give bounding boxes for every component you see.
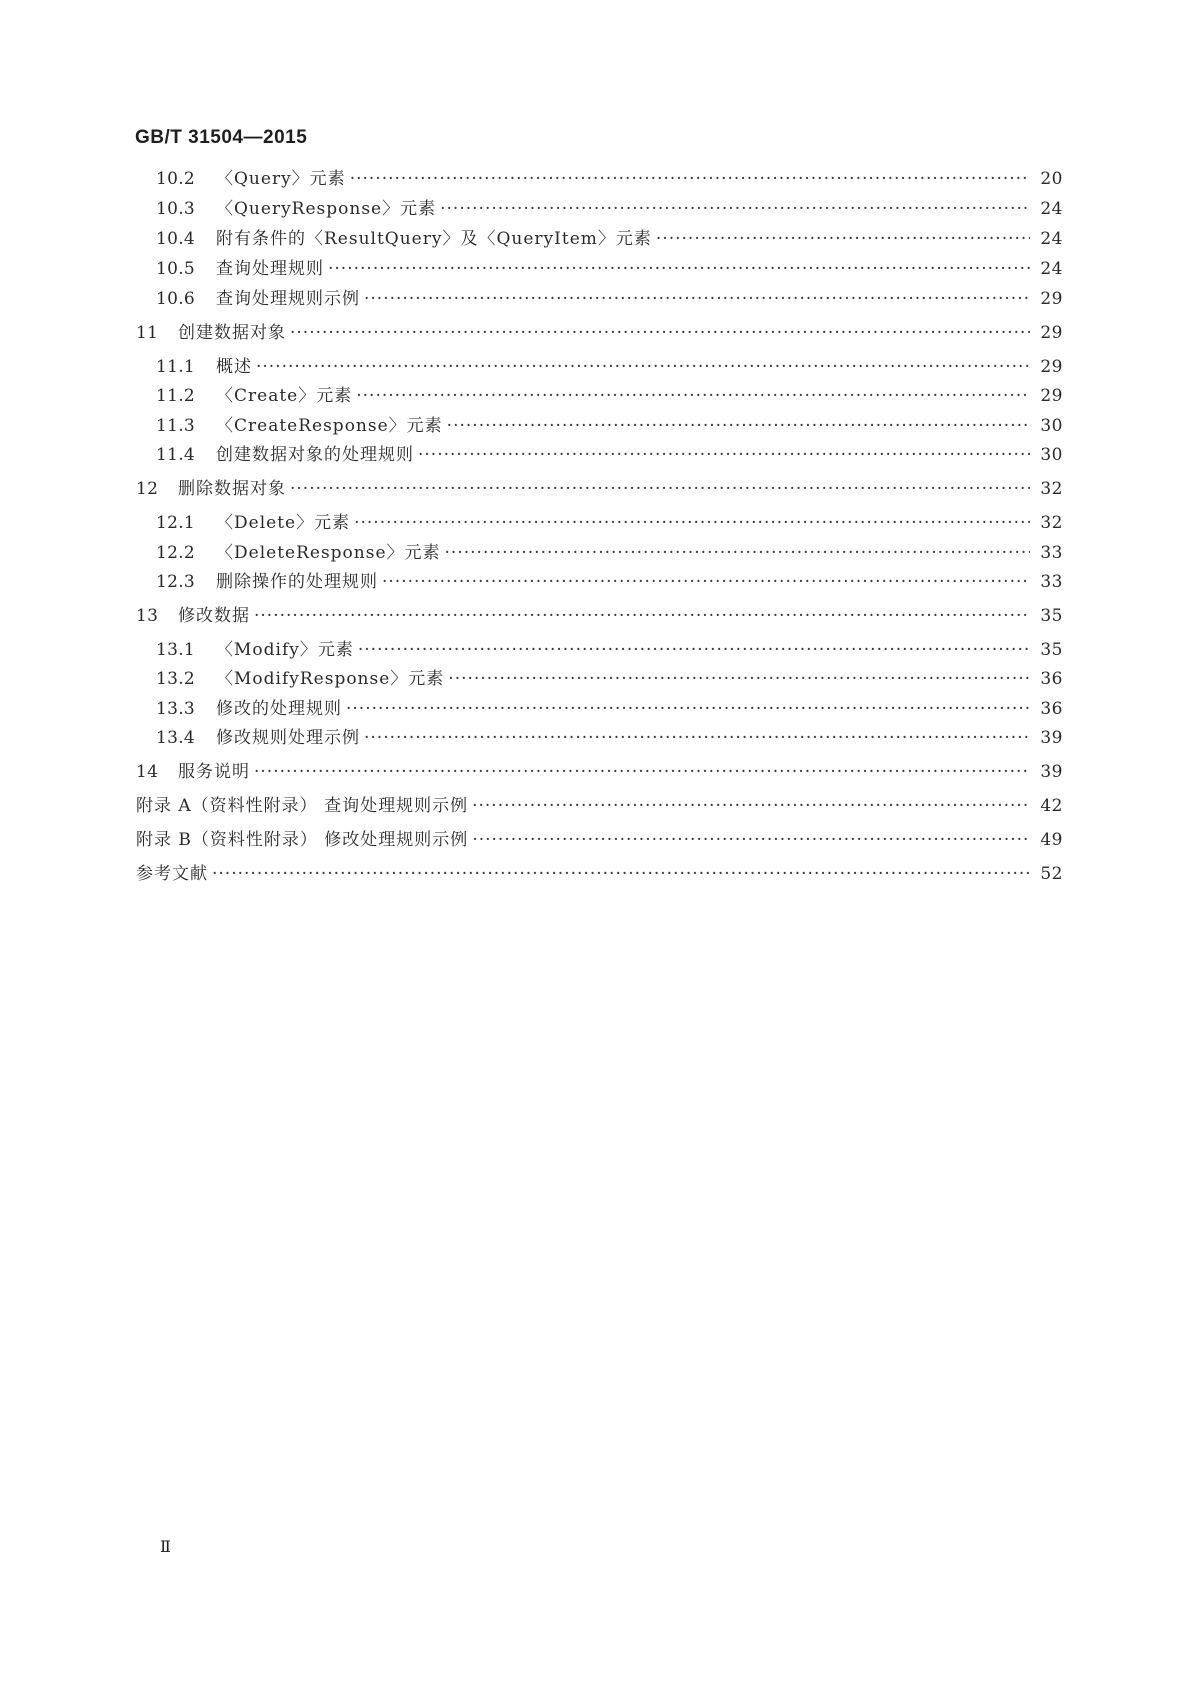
toc-entry-11-3[interactable]	[156, 415, 1063, 437]
toc-entry-title: 〈Delete〉元素	[216, 513, 351, 533]
toc-entry-title: 修改的处理规则	[216, 699, 342, 719]
toc-entry-13[interactable]	[136, 605, 1063, 627]
toc-leader-dots	[447, 415, 1031, 437]
toc-entry-title: 〈CreateResponse〉元素	[216, 416, 443, 436]
toc-entry-number: 14	[136, 762, 159, 782]
toc-entry-number: 11.4	[156, 445, 196, 465]
toc-entry-13-3[interactable]	[156, 698, 1063, 720]
toc-entry-page: 35	[1040, 640, 1063, 660]
toc-entry-number: 13.1	[156, 640, 196, 660]
toc-leader-dots	[358, 639, 1031, 661]
toc-entry-12-1[interactable]	[156, 512, 1063, 534]
toc-leader-dots	[328, 258, 1030, 280]
toc-entry-11[interactable]	[136, 322, 1063, 344]
toc-entry-title: 〈Modify〉元素	[216, 640, 354, 660]
toc-entry-number: 11.3	[156, 416, 196, 436]
toc-entry-title: 查询处理规则	[216, 259, 324, 279]
toc-leader-dots	[418, 444, 1030, 466]
toc-entry-number: 12.2	[156, 543, 196, 563]
toc-entry-13-4[interactable]	[156, 727, 1063, 749]
toc-entry-number: 10.6	[156, 289, 196, 309]
toc-entry-number: 11	[136, 323, 159, 343]
toc-entry-page: 29	[1040, 386, 1063, 406]
toc-leader-dots	[382, 571, 1030, 593]
toc-leader-dots	[290, 322, 1030, 344]
toc-entry-page: 35	[1040, 606, 1063, 626]
toc-entry-title: 附有条件的〈ResultQuery〉及〈QueryItem〉元素	[216, 229, 652, 249]
toc-entry-13-2[interactable]	[156, 668, 1063, 690]
toc-leader-dots	[346, 698, 1030, 720]
toc-entry-10-2[interactable]	[156, 168, 1063, 190]
toc-entry-number: 10.4	[156, 229, 196, 249]
toc-entry-page: 20	[1040, 169, 1063, 189]
toc-leader-dots	[440, 198, 1030, 220]
toc-entry-page: 36	[1040, 669, 1063, 689]
toc-leader-dots	[350, 168, 1031, 190]
toc-entry-page: 30	[1040, 445, 1063, 465]
toc-entry-number: 12.1	[156, 513, 196, 533]
toc-entry-page: 32	[1040, 479, 1063, 499]
toc-entry-page: 39	[1040, 762, 1063, 782]
toc-entry-number: 13.4	[156, 728, 196, 748]
toc-entry-title: 修改数据	[178, 606, 250, 626]
toc-entry-references[interactable]	[136, 863, 1063, 885]
toc-entry-page: 30	[1040, 416, 1063, 436]
toc-entry-12[interactable]	[136, 478, 1063, 500]
toc-entry-title: 创建数据对象的处理规则	[216, 445, 414, 465]
toc-entry-10-5[interactable]	[156, 258, 1063, 280]
toc-leader-dots	[290, 478, 1030, 500]
toc-entry-title: 〈QueryResponse〉元素	[216, 199, 437, 219]
toc-leader-dots	[356, 385, 1030, 407]
toc-entry-title: 〈DeleteResponse〉元素	[216, 543, 441, 563]
toc-leader-dots	[472, 829, 1030, 851]
toc-leader-dots	[364, 727, 1030, 749]
toc-entry-number: 13.3	[156, 699, 196, 719]
toc-entry-12-3[interactable]	[156, 571, 1063, 593]
toc-entry-page: 33	[1040, 572, 1063, 592]
toc-entry-number: 11.2	[156, 386, 196, 406]
toc-entry-title: 附录 B（资料性附录） 修改处理规则示例	[136, 830, 469, 850]
toc-entry-page: 36	[1040, 699, 1063, 719]
toc-entry-page: 39	[1040, 728, 1063, 748]
toc-leader-dots	[212, 863, 1030, 885]
toc-entry-10-6[interactable]	[156, 288, 1063, 310]
toc-entry-number: 10.2	[156, 169, 196, 189]
toc-entry-13-1[interactable]	[156, 639, 1063, 661]
toc-leader-dots	[448, 668, 1030, 690]
toc-entry-title: 〈ModifyResponse〉元素	[216, 669, 445, 689]
toc-entry-number: 12.3	[156, 572, 196, 592]
toc-entry-title: 概述	[216, 357, 252, 377]
toc-leader-dots	[256, 356, 1030, 378]
toc-entry-page: 32	[1040, 513, 1063, 533]
toc-entry-title: 服务说明	[178, 762, 250, 782]
toc-entry-appendix-a[interactable]	[136, 795, 1063, 817]
toc-leader-dots	[472, 795, 1030, 817]
toc-leader-dots	[354, 512, 1030, 534]
toc-entry-10-4[interactable]	[156, 228, 1063, 250]
toc-entry-number: 11.1	[156, 357, 196, 377]
standard-code-header: GB/T 31504—2015	[135, 127, 308, 148]
toc-entry-page: 29	[1040, 357, 1063, 377]
toc-entry-page: 42	[1040, 796, 1063, 816]
toc-entry-page: 49	[1040, 830, 1063, 850]
toc-entry-number: 13.2	[156, 669, 196, 689]
toc-entry-title: 删除数据对象	[178, 479, 286, 499]
toc-entry-number: 12	[136, 479, 159, 499]
toc-entry-page: 29	[1040, 323, 1063, 343]
toc-entry-page: 24	[1040, 229, 1063, 249]
toc-entry-title: 删除操作的处理规则	[216, 572, 378, 592]
toc-entry-title: 〈Create〉元素	[216, 386, 353, 406]
toc-entry-appendix-b[interactable]	[136, 829, 1063, 851]
toc-entry-title: 〈Query〉元素	[216, 169, 346, 189]
toc-entry-page: 24	[1040, 259, 1063, 279]
toc-leader-dots	[656, 228, 1030, 250]
toc-entry-page: 24	[1040, 199, 1063, 219]
toc-entry-11-1[interactable]	[156, 356, 1063, 378]
toc-entry-title: 参考文献	[136, 864, 208, 884]
toc-entry-number: 10.3	[156, 199, 196, 219]
toc-leader-dots	[364, 288, 1030, 310]
toc-entry-number: 13	[136, 606, 159, 626]
toc-entry-title: 查询处理规则示例	[216, 289, 360, 309]
toc-leader-dots	[254, 605, 1030, 627]
toc-entry-title: 修改规则处理示例	[216, 728, 360, 748]
toc-entry-12-2[interactable]	[156, 542, 1063, 564]
toc-entry-11-2[interactable]	[156, 385, 1063, 407]
toc-entry-page: 52	[1040, 864, 1063, 884]
toc-entry-11-4[interactable]	[156, 444, 1063, 466]
toc-entry-page: 33	[1040, 543, 1063, 563]
toc-leader-dots	[445, 542, 1031, 564]
toc-entry-title: 附录 A（资料性附录） 查询处理规则示例	[136, 796, 469, 816]
toc-entry-page: 29	[1040, 289, 1063, 309]
toc-entry-title: 创建数据对象	[178, 323, 286, 343]
toc-entry-number: 10.5	[156, 259, 196, 279]
page-number: Ⅱ	[160, 1537, 171, 1556]
toc-entry-10-3[interactable]	[156, 198, 1063, 220]
toc-leader-dots	[254, 761, 1030, 783]
toc-entry-14[interactable]	[136, 761, 1063, 783]
